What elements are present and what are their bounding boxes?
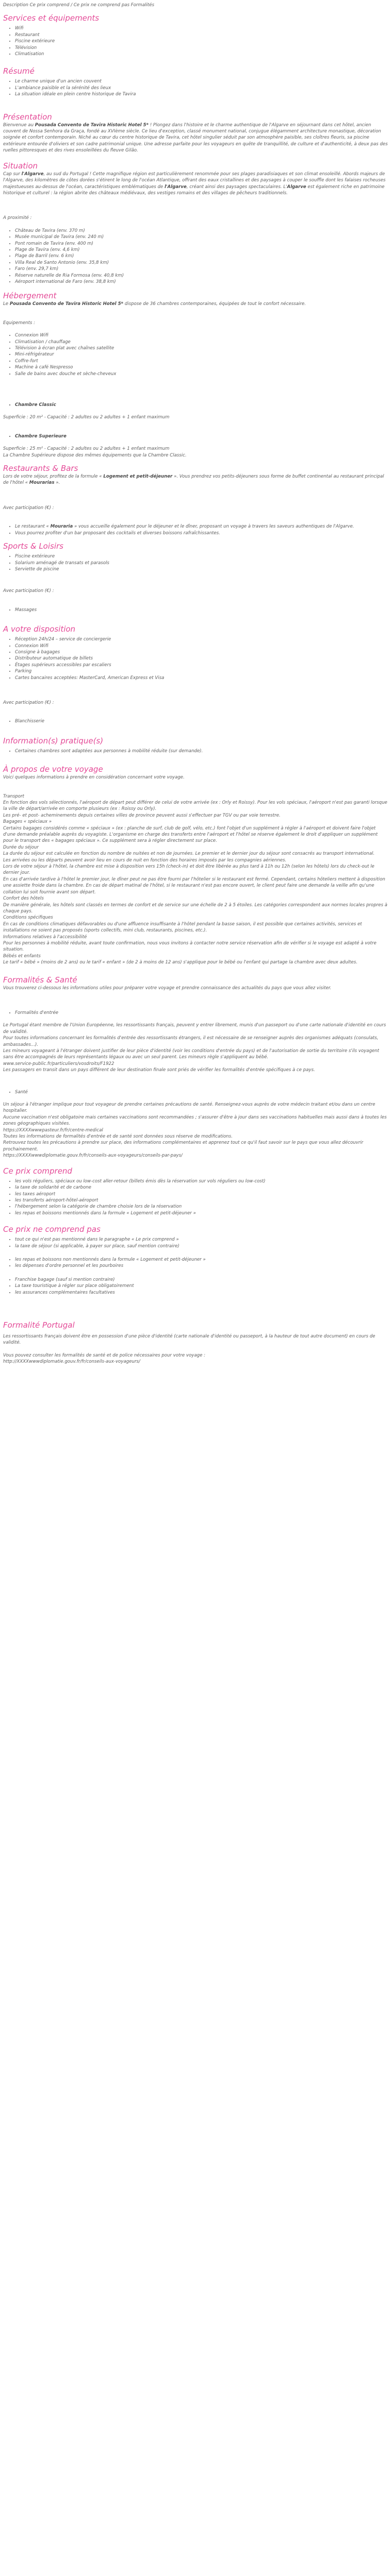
restaurants-text: Lors de votre séjour, profitez de la formule « Logement et petit-déjeuner ». Vous prendrez vos petits-déjeuners sous forme de buffet continental au restaurant principal de l'hôtel « Mourarias ». [3,474,384,486]
section-title-situation: Situation [3,161,38,171]
section-title-restaurants: Restaurants & Bars [3,464,78,473]
equipements-label: Equipements : [3,320,36,326]
disposition-paying-label: Avec participation (€) : [3,700,54,705]
list-item: • les taxes aéroport [15,1191,388,1197]
paragraph: Les pré- et post- acheminements depuis certaines villes de province peuvent aussi s'effectuer par TGV ou par voie terrestre. [3,812,281,818]
section-title-hebergement: Hébergement [3,291,57,301]
list-item: • Faro (env. 29,7 km) [15,266,388,272]
list-item: • Mini-réfrigérateur [15,351,388,358]
list-item: • Distributeur automatique de billets [15,655,388,662]
list-item: • Piscine extérieure [15,553,388,560]
list-item: • La situation idéale en plein centre historique de Tavira [15,91,388,97]
paragraph: Aucune vaccination n'est obligatoire mais certaines vaccinations sont recommandées ; s'assurer d'être à jour dans ses vaccinations habituelles mais aussi dans à toutes les zones géographiques visitées. [3,1114,387,1127]
formalites-sante [3,1089,388,1095]
list-item: • L'ambiance paisible et la sérénité des lieux [15,85,388,91]
room-name: • Chambre Superieure [15,433,388,439]
room-superieure-text: Superficie : 25 m² - Capacité : 2 adultes ou 2 adultes + 1 enfant maximum [3,446,170,452]
list-item: • la taxe de solidarité et de carbone [15,1184,388,1191]
paragraph: Les ressortissants français doivent être en possession d'une pièce d'identité (carte nationale d'identité ou passeport, à la hauteur de tout autre document) en cours de validité. [3,1333,376,1346]
paragraph: Les mineurs voyageant à l'étranger doivent justifier de leur pièce d'identité (voir les conditions d'entrée du pays) et de l'autorisation de sortie du territoire s'ils voyagent sans être accompagnés de leurs représentants légaux ou avec un seul parent. Les mineurs règle s'appliquent au bébé. [3,1048,379,1060]
sports-paying-list [3,607,388,613]
situation-text: Cap sur l'Algarve, au sud du Portugal ! Cette magnifique région est particulièrement renommée pour ses plages paradisiaques et son climat ensoleillé. Abords majeurs de l'Algarve, des kilomètres de côtes dorées s'étirent le long de l'océan Atlantique, offrant des eaux cristallines et des paysages à couper le souffle dont les falaises rocheuses majestueuses au-dessus de l'océan, caractéristiques emblématiques de l'Algarve, créant ainsi des paysages spectaculaires. L'Algarve est également riche en patrimoine historique et culturel : la région abrite des châteaux médiévaux, des vestiges romains et des villages de pêcheurs traditionnels. [3,171,386,196]
list-item: • Télévision à écran plat avec chaînes satellite [15,345,388,351]
list-item: • Connexion Wifi [15,332,388,338]
presentation-text: Bienvenue au Pousada Convento de Tavira Historic Hotel 5* ! Plongez dans l'histoire et le charme authentique de l'Algarve en séjournant dans cet hôtel, ancien couvent de Nossa Senhora da Graça, fondé au XVIème siècle. Ce lieu d'exception, classé monument national, conjugue élégamment architecture monastique, décoration soignée et confort contemporain. Niché au cœur du centre historique de Tavira, cet hôtel singulier séduit par son atmosphère paisible, ses cloîtres fleuris, sa piscine extérieure entourée d'oliviers et son cadre patrimonial unique. Une adresse parfaite pour les voyageurs en quête de tranquillité, de culture et d'authenticité, à deux pas des ruelles pittoresques et des rives ensoleillées du fleuve Gilão. [3,122,388,154]
list-item: • l'hébergement selon la catégorie de chambre choisie lors de la réservation [15,1204,388,1210]
list-item: • tout ce qui n'est pas mentionné dans le paragraphe « Le prix comprend » [15,1236,388,1243]
sports-paying-label: Avec participation (€) : [3,588,54,594]
list-item: • les dépenses d'ordre personnel et les pourboires [15,1263,388,1269]
section-title-infos: Information(s) pratique(s) [3,736,104,745]
list-item: • Plage de Barril (env. 6 km) [15,253,388,259]
list-item: • Télévision [15,45,388,51]
section-title-necomprend: Ce prix ne comprend pas [3,1225,101,1234]
paragraph: Un séjour à l'étranger implique pour tout voyageur de prendre certaines précautions de santé. Renseignez-vous auprès de votre médecin traitant et/ou dans un centre hospitalier. [3,1102,376,1114]
list-item: • Parking [15,668,388,674]
list-item: • Consigne à bagages [15,649,388,655]
paragraph: https://XXXXwwwpasteur.fr/fr/centre-medical [3,1127,103,1133]
paragraph: Toutes les informations de formalités d'entrée et de santé sont données sous réserve de modifications. [3,1134,233,1140]
section-title-portugal: Formalité Portugal [3,1320,75,1330]
disposition-paying-list [3,718,388,724]
necomprend-list-3 [3,1277,388,1296]
sports-list [3,553,388,572]
list-item: • Solarium aménagé de transats et parasols [15,560,388,566]
paragraph: En cas de conditions climatiques défavorables ou d'une affluence insuffisante à l'hôtel pendant la basse saison, il est possible que certaines activités, services et installations ne soient pas proposés (sports collectifs, mini club, restaurants, piscines, etc.). [3,921,362,934]
list-item: • les repas et boissons non mentionnés dans la formule « Logement et petit-déjeuner » [15,1257,388,1263]
list-item: • Villa Real de Santo Antonio (env. 35,8 km) [15,260,388,266]
room-classic-text: Superficie : 20 m² - Capacité : 2 adultes ou 2 adultes + 1 enfant maximum [3,415,170,420]
list-item: • Château de Tavira (env. 370 m) [15,228,388,234]
list-item: • la taxe de séjour (si applicable, à payer sur place, sauf mention contraire) [15,1243,388,1249]
paragraph: Lors de votre séjour à l'hôtel, la chambre est mise à disposition vers 15h (check-in) et doit être libérée au plus tard à 11h ou 12h (selon les hôtels) lors du check-out le dernier jour. [3,864,374,876]
hebergement-text: Le Pousada Convento de Tavira Historic Hotel 5* dispose de 36 chambres contemporaines, équipées de tout le confort nécessaire. [3,301,306,307]
portugal-body [3,1333,388,1365]
list-item: • Wifi [15,25,388,31]
list-item: • Serviette de piscine [15,566,388,572]
formalites-body [3,1022,388,1073]
list-item: • Connexion Wifi [15,643,388,649]
list-item: • Climatisation [15,51,388,57]
list-item: • Musée municipal de Tavira (env. 240 m) [15,234,388,240]
proximity-list [3,228,388,285]
paragraph: https://XXXXwwwdiplomatie.gouv.fr/fr/conseils-aux-voyageurs/conseils-par-pays/ [3,1153,183,1159]
section-title-presentation: Présentation [3,112,52,122]
list-item: • Étages supérieurs accessibles par escaliers [15,662,388,668]
list-item: • Formalités d'entrée [15,1010,388,1016]
apropos-body [3,793,388,966]
room-classic [3,402,388,408]
paragraph: En fonction des vols sélectionnés, l'aéroport de départ peut différer de celui de votre arrivée (ex : Orly et Roissy). Pour les vols spéciaux, l'aéroport n'est pas garanti lorsque la ville de départ/arrivée en comporte plusieurs (ex : Roissy ou Orly). [3,800,387,812]
paragraph: Le Portugal étant membre de l'Union Européenne, les ressortissants français, peuvent y entrer librement, munis d'un passeport ou d'une carte nationale d'identité en cours de validité. [3,1023,386,1035]
list-item: • Blanchisserie [15,718,388,724]
section-title-disposition: A votre disposition [3,624,76,634]
paragraph: Transport [3,793,24,799]
list-item: • Pont romain de Tavira (env. 400 m) [15,241,388,247]
list-item: • Coffre-fort [15,358,388,364]
list-item: • Le charme unique d'un ancien couvent [15,78,388,84]
comprend-list [3,1178,388,1216]
section-title-resume: Résumé [3,66,35,76]
list-item: • Réception 24h/24 – service de conciergerie [15,636,388,642]
list-item: • Réserve naturelle de Ria Formosa (env. 40,8 km) [15,273,388,279]
paragraph: La durée du séjour est calculée en fonction du nombre de nuitées et non de journées. Le premier et le dernier jour du séjour sont consacrés au transport international. [3,851,375,857]
tabs-line: Description Ce prix comprend / Ce prix ne comprend pas Formalités [3,3,154,8]
list-item: • Aéroport international de Faro (env. 38,8 km) [15,279,388,285]
necomprend-list-2 [3,1257,388,1269]
list-item: • La taxe touristique à régler sur place obligatoirement [15,1283,388,1289]
paragraph: http://XXXXwwwdiplomatie.gouv.fr/fr/conseils-aux-voyageurs/ [3,1359,140,1365]
apropos-intro: Voici quelques informations à prendre en considération concernant votre voyage. [3,775,185,781]
paragraph: Pour toutes informations concernant les formalités d'entrée des ressortissants étrangers, il est nécessaire de se renseigner auprès des organismes adéquats (consulats, ambassades...). [3,1036,379,1047]
paragraph: www.service-public.fr/particuliers/vosdroits/F1922 [3,1061,115,1066]
list-item: • Franchise bagage (sauf si mention contraire) [15,1277,388,1283]
paragraph: Le tarif « bébé » (moins de 2 ans) ou le tarif « enfant » (de 2 à moins de 12 ans) s'applique pour le bébé ou l'enfant qui partage la chambre avec deux adultes. [3,960,357,965]
paragraph: Durée du séjour [3,844,39,850]
list-item: • les vols réguliers, spéciaux ou low-cost aller-retour (billets émis dès la réservation sur vols réguliers ou low-cost) [15,1178,388,1184]
paragraph: Bagages « spéciaux » [3,819,52,825]
equipements-list [3,332,388,377]
section-title-services: Services et équipements [3,13,100,23]
paragraph: En cas d'arrivée tardive à l'hôtel le premier jour, le dîner peut ne pas être fourni par l'hôtelier si le restaurant est fermé. Cependant, certains hôteliers mettent à disposition une assiette froide dans la chambre. En cas de départ matinal de l'hôtel, si le restaurant n'est pas encore ouvert, le client peut faire une demande la veille afin qu'une collation lui soit fournie avant son départ. [3,876,385,895]
formalites-intro: Vous trouverez ci-dessous les informations utiles pour préparer votre voyage et prendre connaissance des actualités du pays que vous allez visiter. [3,985,332,991]
list-item: • Piscine extérieure [15,38,388,44]
section-title-formalites: Formalités & Santé [3,975,77,985]
list-item: • Le restaurant « Mouraria » vous accueille également pour le déjeuner et le dîner, proposant un voyage à travers les saveurs authentiques de l'Algarve. [15,523,388,530]
list-item: • Certaines chambres sont adaptées aux personnes à mobilité réduite (sur demande). [15,748,388,754]
paragraph: De manière générale, les hôtels sont classés en termes de confort et de service sur une échelle de 2 à 5 étoiles. Les catégories correspondent aux normes locales propres à chaque pays. [3,902,387,914]
section-title-apropos: À propos de votre voyage [3,765,103,774]
paragraph: Conditions spécifiques [3,915,53,921]
list-item: • les repas et boissons mentionnés dans la formule « Logement et petit-déjeuner » [15,1210,388,1216]
paragraph: Bébés et enfants [3,953,41,959]
list-item: • Santé [15,1089,388,1095]
list-item: • Restaurant [15,32,388,38]
restaurants-list [3,523,388,536]
restaurants-paying-label: Avec participation (€) : [3,505,54,511]
paragraph: Pour les personnes à mobilité réduite, avant toute confirmation, nous vous invitons à contacter notre service réservation afin de vérifier si le voyage est adapté à votre situation. [3,940,377,953]
room-superieure-note: La Chambre Supérieure dispose des mêmes équipements que la Chambre Classic. [3,452,187,458]
paragraph: Confort des hôtels [3,896,44,902]
section-title-comprend: Ce prix comprend [3,1166,72,1176]
room-name: • Chambre Classic [15,402,388,408]
paragraph: Informations relatives à l'accessibilité [3,934,87,940]
list-item: • Vous pourrez profiter d'un bar proposant des cocktails et diverses boissons rafraîchissantes. [15,530,388,536]
infos-list [3,748,388,754]
list-item: • Climatisation / chauffage [15,339,388,345]
proximity-label: A proximité : [3,215,32,221]
list-item: • Machine à café Nespresso [15,364,388,370]
necomprend-list-1 [3,1236,388,1249]
formalites-entree [3,1010,388,1016]
services-list [3,25,388,57]
list-item: • Plage de Tavira (env. 4,6 km) [15,247,388,253]
list-item: • Salle de bains avec douche et sèche-cheveux [15,371,388,377]
list-item: • les transferts aéroport-hôtel-aéroport [15,1197,388,1204]
resume-list [3,78,388,97]
room-superieure [3,433,388,439]
paragraph: Vous pouvez consulter les formalités de santé et de police nécessaires pour votre voyage : [3,1352,205,1358]
paragraph: Retrouvez toutes les précautions à prendre sur place, des informations complémentaires et apprenez tout ce qu'il faut savoir sur le pays que vous allez découvrir prochainement. [3,1140,364,1152]
paragraph: Certains bagages considérés comme « spéciaux » (ex : planche de surf, club de golf, vélo, etc.) font l'objet d'un supplément à régler à l'aéroport et doivent faire l'objet d'une demande préalable auprès du voyagiste. L'organisme en charge des transferts entre l'aéroport et l'hôtel se réserve également le droit d'appliquer un supplément pour le transport des « bagages spéciaux ». Ce supplément sera à régler directement sur place. [3,825,378,844]
paragraph: Les passagers en transit dans un pays différent de leur destination finale sont priés de vérifier les formalités d'entrée spécifiques à ce pays. [3,1067,315,1073]
list-item: • les assurances complémentaires facultatives [15,1290,388,1296]
disposition-list [3,636,388,681]
sante-body [3,1101,388,1159]
list-item: • Cartes bancaires acceptées: MasterCard, American Express et Visa [15,675,388,681]
paragraph: Les arrivées ou les départs peuvent avoir lieu en cours de nuit en fonction des horaires imposés par les compagnies aériennes. [3,857,287,863]
section-title-sports: Sports & Loisirs [3,541,63,551]
list-item: • Massages [15,607,388,613]
